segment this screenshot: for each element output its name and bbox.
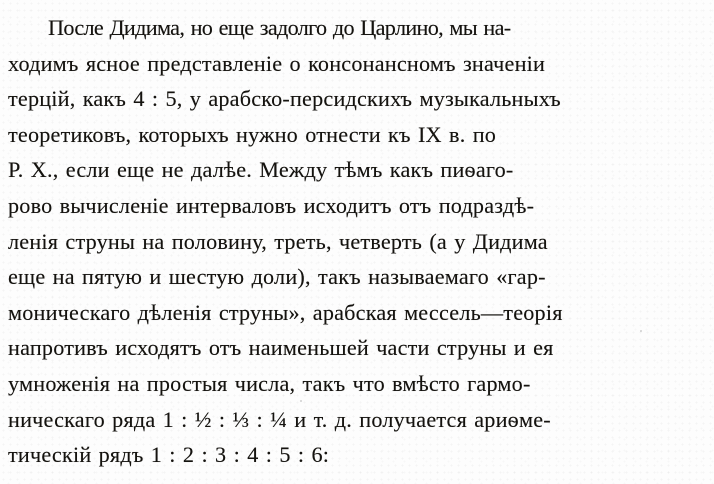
paragraph-line-13: тическій рядъ 1 : 2 : 3 : 4 : 5 : 6: xyxy=(8,442,330,468)
paragraph-line-5: Р. Х., если еще не далѣе. Между тѣмъ какъ пиѳаго- xyxy=(8,157,514,183)
paragraph-line-6: рово вычисленіе интерваловъ исходитъ отъ подраздѣ- xyxy=(8,192,535,218)
paragraph-line-7: ленія струны на половину, треть, четверть (а у Дидима xyxy=(8,228,548,254)
paragraph-line-4: теоретиковъ, которыхъ нужно отнести къ IX в. по xyxy=(8,121,497,147)
paragraph-line-10: напротивъ исходятъ отъ наименьшей части струны и ея xyxy=(8,335,554,361)
paragraph-line-1: После Дидима, но еще задолго до Царлино, мы на- xyxy=(48,15,511,40)
paragraph-line-11: умноженія на простыя числа, такъ что вмѣсто гармо- xyxy=(8,370,531,396)
paragraph-line-8: еще на пятую и шестую доли), такъ называемаго «гар- xyxy=(8,264,546,290)
paragraph-line-9: моническаго дѣленія струны», арабская мессель—теорія xyxy=(8,299,563,325)
paragraph-line-3: терцій, какъ 4 : 5, у арабско-персидскихъ музыкальныхъ xyxy=(8,86,561,112)
paragraph-line-12: ническаго ряда 1 : ½ : ⅓ : ¼ и т. д. получается ариѳме- xyxy=(8,406,551,432)
paragraph-line-2: ходимъ ясное представленіе о консонансномъ значеніи xyxy=(8,50,546,76)
body-paragraph xyxy=(8,10,706,473)
